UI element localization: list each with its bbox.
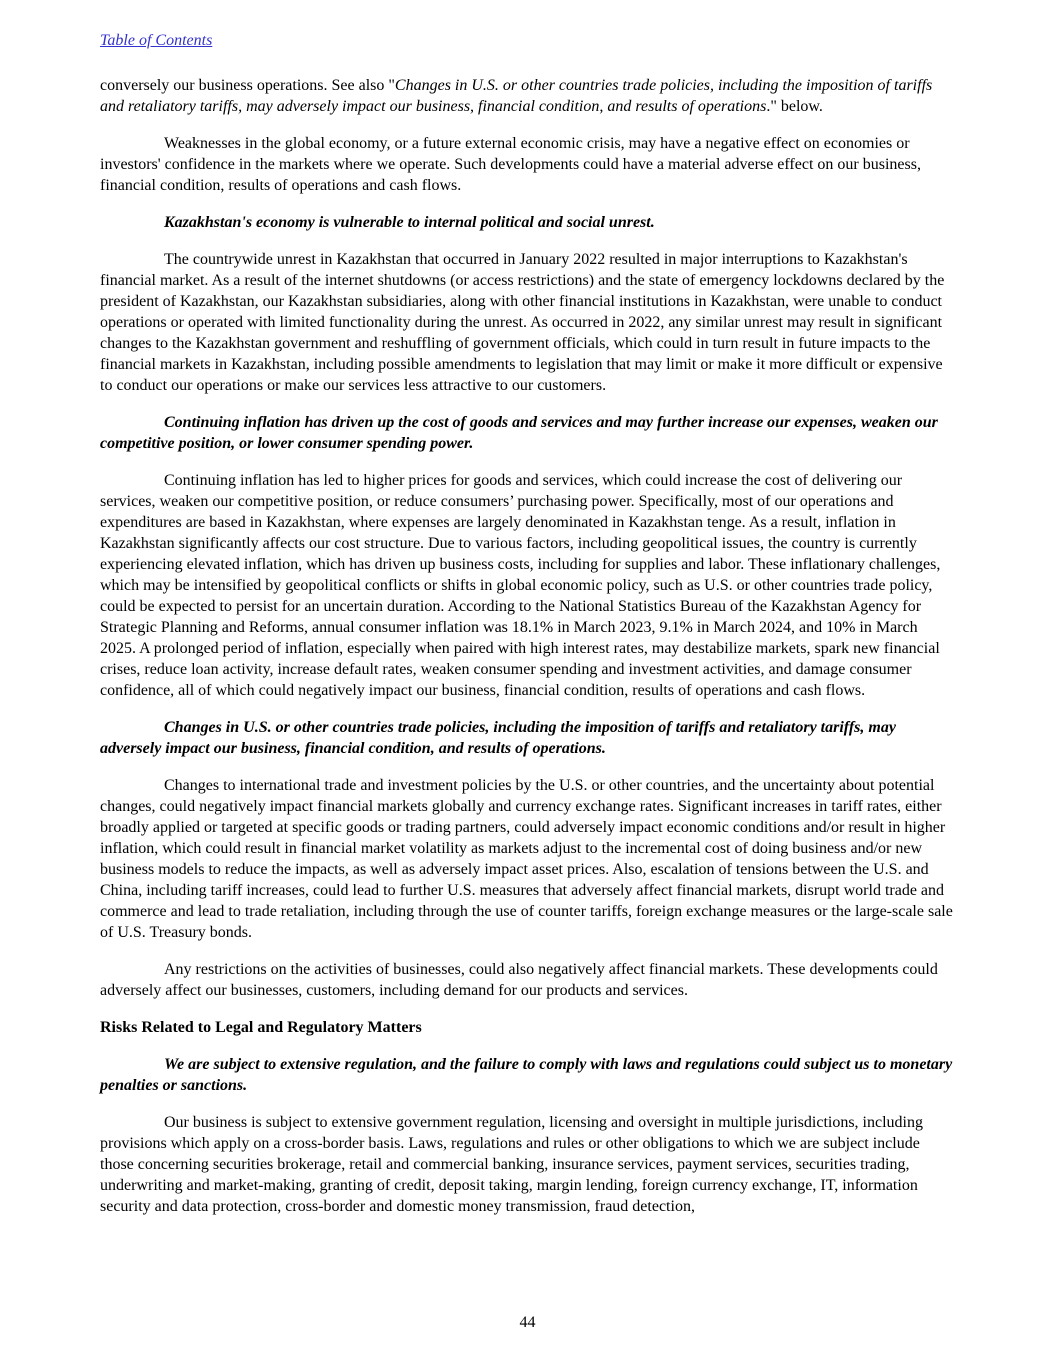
paragraph-continuation bbox=[100, 75, 956, 117]
paragraph-kazakhstan-unrest: The countrywide unrest in Kazakhstan that occurred in January 2022 resulted in major interruptions to Kazakhstan's financial market. As a result of the internet shutdowns (or access restrictions) and the state of emergency lockdowns declared by the president of Kazakhstan, our Kazakhstan subsidiaries, along with other financial institutions in Kazakhstan, were unable to conduct operations or operated with limited functionality during the unrest. As occurred in 2022, any similar unrest may result in significant changes to the Kazakhstan government and reshuffling of government officials, which could in turn result in future impacts to the financial markets in Kazakhstan, including possible amendments to legislation that may limit or make it more difficult or expensive to conduct our operations or make our services less attractive to our customers. bbox=[100, 251, 945, 394]
paragraph-business-restrictions: Any restrictions on the activities of businesses, could also negatively affect financial markets. These developments could adversely affect our businesses, customers, including demand for our products and services. bbox=[100, 961, 938, 999]
document-page-content bbox=[100, 30, 956, 1233]
table-of-contents-link[interactable]: Table of Contents bbox=[100, 32, 213, 49]
section-heading-legal-regulatory: Risks Related to Legal and Regulatory Matters bbox=[100, 1019, 422, 1036]
page-number: 44 bbox=[519, 1314, 536, 1331]
paragraph-text: ." below. bbox=[766, 98, 823, 115]
paragraph-inflation: Continuing inflation has led to higher prices for goods and services, which could increase the cost of delivering our services, weaken our competitive position, or reduce consumers’ purchasing power. Specifically, most of our operations and expenditures are based in Kazakhstan, where expenses are largely denominated in Kazakhstan tenge. As a result, inflation in Kazakhstan significantly affects our cost structure. Due to various factors, including geopolitical issues, the country is currently experiencing elevated inflation, which has driven up business costs, including for supplies and labor. These inflationary challenges, which may be intensified by geopolitical conflicts or shifts in global economic policy, such as U.S. or other countries trade policy, could be expected to persist for an uncertain duration. According to the National Statistics Bureau of the Kazakhstan Agency for Strategic Planning and Reforms, annual consumer inflation was 18.1% in March 2023, 9.1% in March 2024, and 10% in March 2025. A prolonged period of inflation, especially when paired with high interest rates, may destabilize markets, spark new financial crises, reduce loan activity, increase default rates, weaken consumer spending and investment activities, and damage consumer confidence, all of which could negatively impact our business, financial condition, results of operations and cash flows. bbox=[100, 472, 941, 699]
paragraph-trade-policies: Changes to international trade and investment policies by the U.S. or other countries, and the uncertainty about potential changes, could negatively impact financial markets globally and currency exchange rates. Significant increases in tariff rates, either broadly applied or targeted at specific goods or trading partners, could adversely impact economic conditions and/or result in higher inflation, which could result in financial market volatility as markets adjust to the incremental cost of doing business and/or new business models to reduce the impacts, as well as adversely impact asset prices. Also, escalation of tensions between the U.S. and China, including tariff increases, could lead to further U.S. measures that adversely affect financial markets, disrupt world trade and commerce and lead to trade retaliation, including through the use of counter tariffs, foreign exchange measures or the large-scale sale of U.S. Treasury bonds. bbox=[100, 777, 953, 941]
cross-reference-italic-text: Changes in U.S. or other countries trade policies, including the imposition of tariffs and retaliatory tariffs, may adversely impact our business, financial condition, and results of operations bbox=[100, 77, 933, 115]
risk-heading-kazakhstan-unrest: Kazakhstan's economy is vulnerable to internal political and social unrest. bbox=[164, 214, 655, 231]
paragraph-government-regulation: Our business is subject to extensive government regulation, licensing and oversight in multiple jurisdictions, including provisions which apply on a cross-border basis. Laws, regulations and rules or other obligations to which we are subject include those concerning securities brokerage, retail and commercial banking, insurance services, payment services, securities trading, underwriting and market-making, granting of credit, deposit taking, margin lending, foreign currency exchange, IT, information security and data protection, cross-border and domestic money transmission, fraud detection, bbox=[100, 1114, 923, 1215]
risk-heading-trade-policies: Changes in U.S. or other countries trade policies, including the imposition of tariffs and retaliatory tariffs, may adversely impact our business, financial condition, and results of operations. bbox=[100, 719, 896, 757]
paragraph-text: conversely our business operations. See also " bbox=[100, 77, 395, 94]
risk-heading-extensive-regulation: We are subject to extensive regulation, and the failure to comply with laws and regulations could subject us to monetary penalties or sanctions. bbox=[100, 1056, 953, 1094]
risk-heading-inflation: Continuing inflation has driven up the cost of goods and services and may further increase our expenses, weaken our competitive position, or lower consumer spending power. bbox=[100, 414, 938, 452]
paragraph-global-economy: Weaknesses in the global economy, or a future external economic crisis, may have a negative effect on economies or investors' confidence in the markets where we operate. Such developments could have a material adverse effect on our business, financial condition, results of operations and cash flows. bbox=[100, 135, 921, 194]
